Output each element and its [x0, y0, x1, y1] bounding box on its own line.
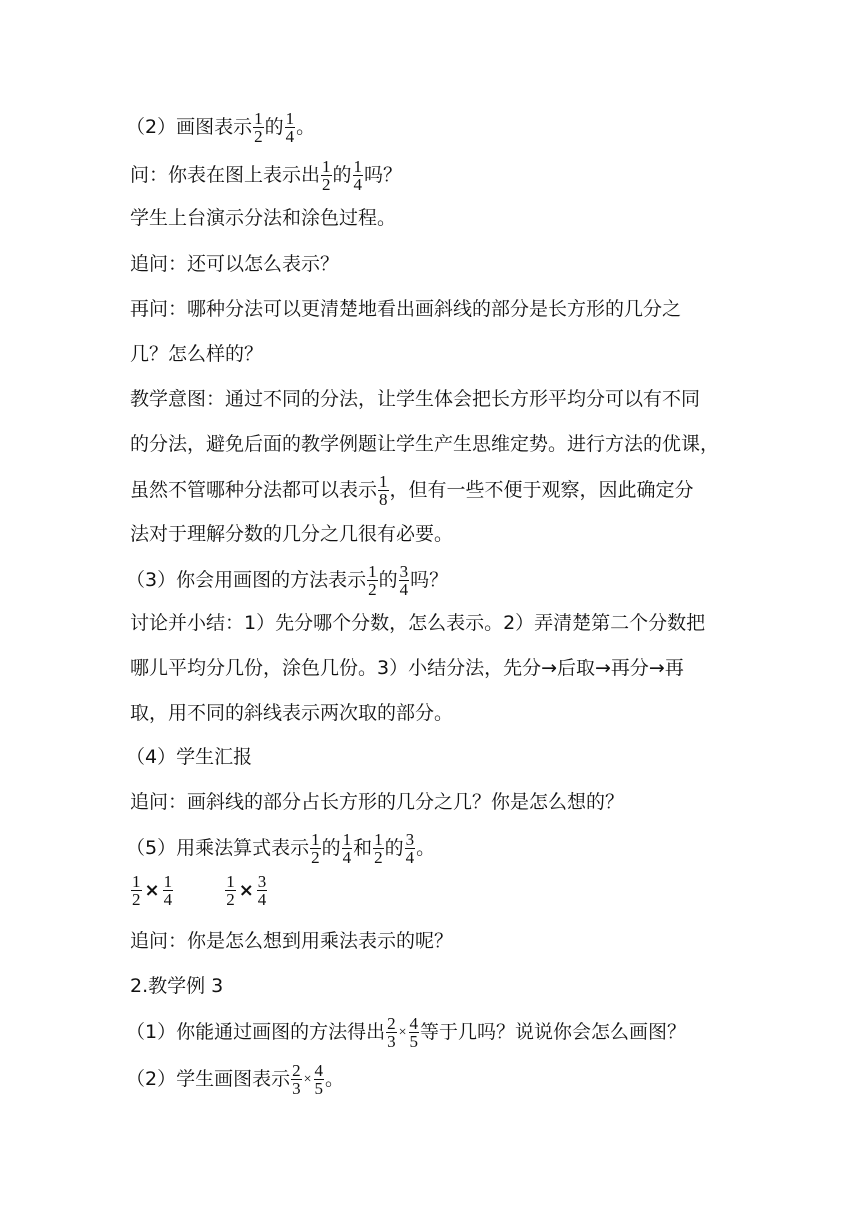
times-sign: ×: [238, 879, 254, 901]
item-3-draw-half-three-quarters: （3）你会用画图的方法表示 $\frac{1}{2}$ 的 $\frac{3}{4}$ 吗？: [126, 562, 449, 599]
fraction-four-fifths: $\frac{4}{5}$: [314, 1061, 323, 1098]
fraction-one-half: $\frac{1}{2}$: [226, 872, 235, 909]
fraction-three-quarters: $\frac{3}{4}$: [405, 830, 415, 867]
paragraph-line-with-fraction: 虽然不管哪种分法都可以表示 $\frac{1}{8}$ ，但有一些不便于观察，因此确定分: [130, 472, 694, 509]
fraction-four-fifths: $\frac{4}{5}$: [409, 1014, 418, 1051]
fraction-one-quarter: $\frac{1}{4}$: [342, 830, 352, 867]
paragraph-line: 追问：还可以怎么表示？: [130, 253, 340, 275]
paragraph-line: 追问：你是怎么想到用乘法表示的呢？: [130, 930, 454, 952]
times-sign: ×: [398, 1024, 407, 1040]
fraction-one-quarter: $\frac{1}{4}$: [353, 157, 363, 194]
times-sign: ×: [144, 879, 160, 901]
fraction-one-half: $\frac{1}{2}$: [374, 830, 383, 867]
times-sign: ×: [303, 1071, 312, 1087]
paragraph-line: 取，用不同的斜线表示两次取的部分。: [130, 702, 454, 724]
paragraph-line: 法对于理解分数的几分之几很有必要。: [130, 523, 454, 545]
paragraph-line: 讨论并小结：1）先分哪个分数，怎么表示。2）弄清楚第二个分数把: [130, 612, 706, 634]
fraction-three-quarters: $\frac{3}{4}$: [257, 872, 267, 909]
fraction-one-quarter: $\frac{1}{4}$: [285, 109, 295, 146]
fraction-one-quarter: $\frac{1}{4}$: [163, 872, 173, 909]
paragraph-line: 学生上台演示分法和涂色过程。: [130, 207, 397, 229]
section-heading: 2.教学例 3: [130, 975, 224, 997]
fraction-three-quarters: $\frac{3}{4}$: [399, 562, 409, 599]
paragraph-line: 教学意图：通过不同的分法，让学生体会把长方形平均分可以有不同: [130, 388, 701, 410]
item-5-multiplication: （5）用乘法算式表示 $\frac{1}{2}$ 的 $\frac{1}{4}$ 和 $\frac{1}{2}$ 的 $\frac{3}{4}$ 。: [126, 830, 436, 867]
paragraph-line: 的分法，避免后面的教学例题让学生产生思维定势。进行方法的优课，: [130, 433, 720, 455]
fraction-one-half: $\frac{1}{2}$: [368, 562, 377, 599]
multiplication-expressions: [130, 873, 268, 908]
question-show-on-figure: 问：你表在图上表示出 $\frac{1}{2}$ 的 $\frac{1}{4}$ 吗？: [130, 157, 403, 194]
item-1-draw-product: （1）你能通过画图的方法得出 $\frac{2}{3}$ × $\frac{4}{5}$ 等于几吗？说说你会怎么画图？: [126, 1014, 687, 1051]
fraction-one-half: $\frac{1}{2}$: [311, 830, 320, 867]
paragraph-line: 追问：画斜线的部分占长方形的几分之几？你是怎么想的？: [130, 791, 625, 813]
fraction-one-eighth: $\frac{1}{8}$: [379, 472, 388, 509]
paragraph-line: 几？怎么样的？: [130, 343, 264, 365]
item-2-draw-half-quarter: （2）画图表示 $\frac{1}{2}$ 的 $\frac{1}{4}$ 。: [126, 109, 316, 146]
item-2-student-draw: （2）学生画图表示 $\frac{2}{3}$ × $\frac{4}{5}$ 。: [126, 1061, 345, 1098]
fraction-one-half: $\frac{1}{2}$: [132, 872, 141, 909]
paragraph-line: 再问：哪种分法可以更清楚地看出画斜线的部分是长方形的几分之: [130, 298, 682, 320]
fraction-one-half: $\frac{1}{2}$: [254, 109, 263, 146]
fraction-one-half: $\frac{1}{2}$: [322, 157, 331, 194]
fraction-two-thirds: $\frac{2}{3}$: [292, 1061, 301, 1098]
paragraph-line: （4）学生汇报: [126, 746, 253, 768]
fraction-two-thirds: $\frac{2}{3}$: [387, 1014, 396, 1051]
paragraph-line: 哪儿平均分几份，涂色几份。3）小结分法，先分→后取→再分→再: [130, 657, 684, 679]
